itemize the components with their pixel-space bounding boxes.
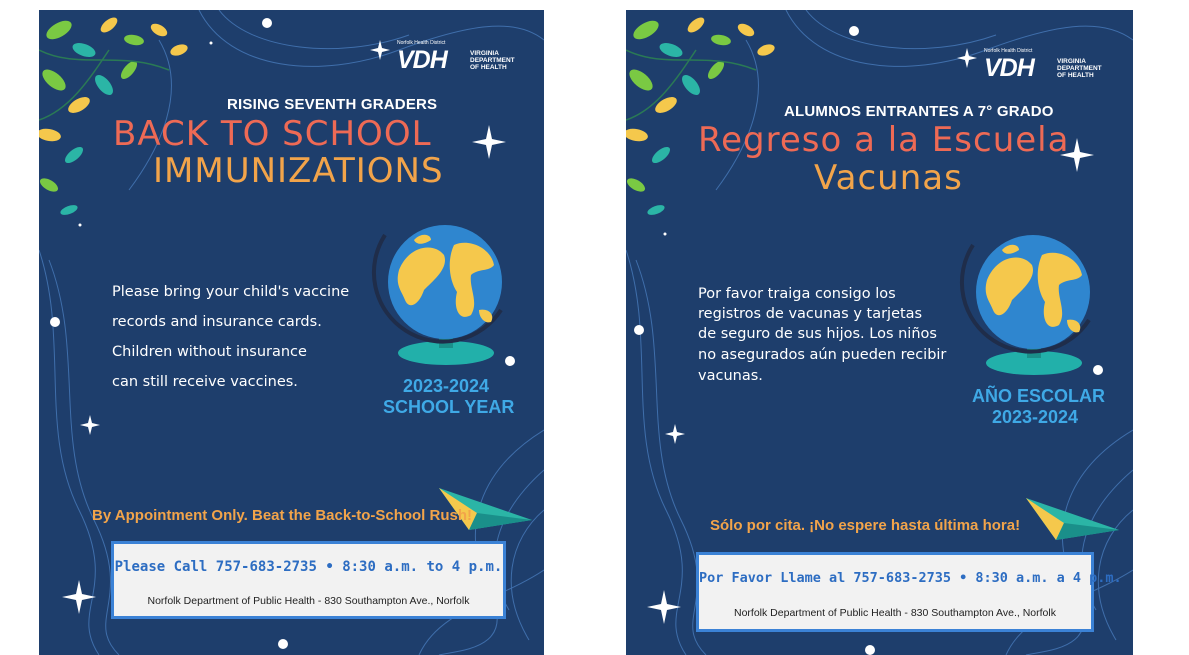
logo-org-text: Norfolk Health District (397, 40, 446, 46)
logo-line-1: VIRGINIA (1057, 58, 1086, 65)
contact-box (696, 552, 1122, 632)
leaves-decoration (626, 15, 776, 217)
body-line: vacunas. (698, 368, 763, 384)
school-year-line-2: 2023-2024 (991, 407, 1079, 427)
flyer-title-line-2: Vacunas (814, 158, 963, 198)
logo-line-2: DEPARTMENT (1057, 65, 1102, 72)
body-line: de seguro de sus hijos. Los niños (698, 326, 937, 342)
address-text: Norfolk Department of Public Health - 830 Southampton Ave., Norfolk (734, 607, 1056, 619)
contact-box (111, 541, 506, 619)
phone-hours-text: Por Favor Llame al 757-683-2735 • 8:30 a.m. a 4 p.m. (699, 570, 1122, 586)
flyer-title-line-1: BACK TO SCHOOL (113, 114, 432, 154)
body-line: Please bring your child's vaccine (112, 284, 350, 300)
globe-icon (962, 235, 1090, 375)
school-year-label (972, 386, 1106, 428)
logo-line-1: VIRGINIA (470, 50, 499, 57)
body-line: Children without insurance (112, 344, 307, 360)
body-line: can still receive vaccines. (112, 374, 298, 390)
logo-line-3: OF HEALTH (470, 64, 507, 71)
flyer-header: RISING SEVENTH GRADERS (227, 96, 438, 113)
school-year-label (383, 376, 515, 418)
logo-letters: VDH (397, 46, 447, 74)
school-year-line-1: 2023-2024 (402, 376, 490, 396)
phone-hours-text: Please Call 757-683-2735 • 8:30 a.m. to 4 p.m. (114, 559, 503, 575)
logo-letters: VDH (984, 54, 1034, 82)
body-line: Por favor traiga consigo los (698, 286, 896, 302)
logo-org-text: Norfolk Health District (984, 48, 1033, 54)
address-text: Norfolk Department of Public Health - 830 Southampton Ave., Norfolk (147, 595, 470, 607)
paper-plane-icon (1026, 498, 1119, 540)
body-line: registros de vacunas y tarjetas (698, 306, 923, 322)
globe-icon (374, 225, 502, 365)
spanish-flyer (626, 10, 1133, 655)
body-line: no asegurados aún pueden recibir (698, 347, 947, 363)
flyer-title-line-2: IMMUNIZATIONS (153, 151, 444, 191)
body-line: records and insurance cards. (112, 314, 322, 330)
logo-line-2: DEPARTMENT (470, 57, 515, 64)
school-year-line-2: SCHOOL YEAR (383, 397, 515, 417)
english-flyer (39, 10, 544, 655)
flyer-title-line-1: Regreso a la Escuela (698, 120, 1070, 160)
logo-line-3: OF HEALTH (1057, 72, 1094, 79)
flyer-header: ALUMNOS ENTRANTES A 7° GRADO (784, 103, 1054, 120)
appointment-note: By Appointment Only. Beat the Back-to-School Rush! (92, 507, 473, 524)
school-year-line-1: AÑO ESCOLAR (972, 386, 1106, 406)
appointment-note: Sólo por cita. ¡No espere hasta última hora! (710, 517, 1021, 534)
